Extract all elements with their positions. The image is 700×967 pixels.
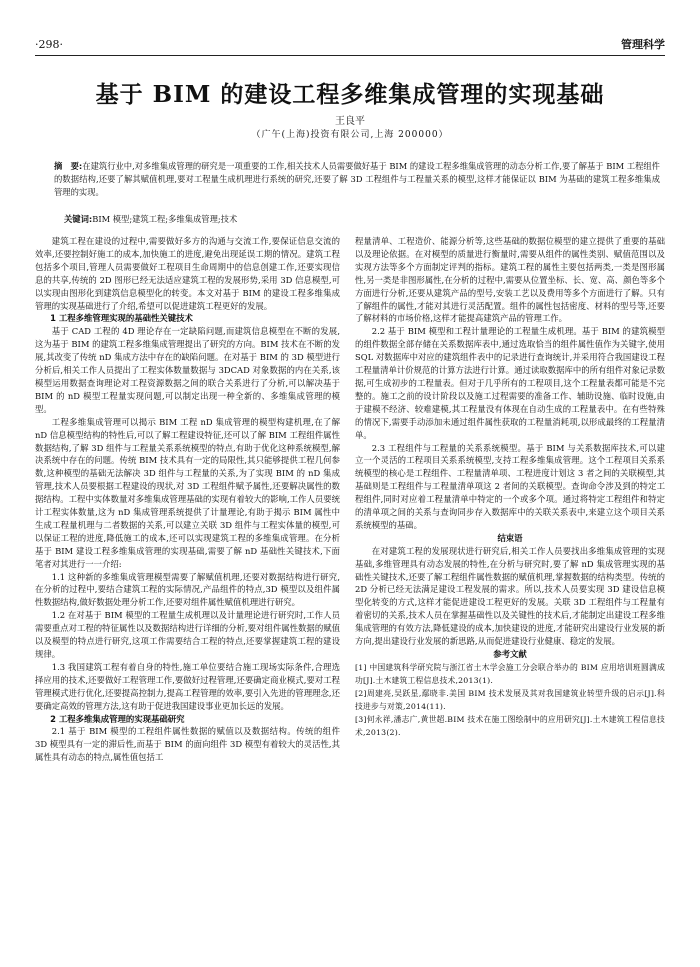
author: 王良平: [335, 116, 365, 127]
paragraph: 基于 CAD 工程的 4D 理论存在一定缺陷问题,而建筑信息模型在不断的发展,这为基于 BIM 的建筑工程多维集成管理提出了研究的方向。BIM 技术在不断的发展,其改变了传统 nD 集成方法中存在的缺陷问题。在对基于 BIM 的 3D 模型进行分析后,相关工作人员提出了工程实体数量数据与 3DCAD 对象数据的内在关系,该模型运用数据查询理论对工程资源数据之间的联合关系进行了分析,可以解决基于 BIM 的 nD 模型工程量实现问题,可以制定出现一种全新的、多维集成管理的模型。: [35, 326, 340, 414]
paragraph: 建筑工程在建设的过程中,需要做好多方的沟通与交流工作,要保证信息交流的效率,还要控制好施工的成本,加快施工的进度,避免出现延误工期的情况。建筑工程包括多个项目,管理人员需要做好工程项目生命周期中的信息创建工作,还要实现信息的共享,传统的 2D 图形已经无法适应建筑工程的发展形势,采用 3D 信息模型,可以实现由图形化到建筑信息模型化的转变。本文对基于 BIM 的建设工程多维集成管理的实现基础进行了介绍,希望可以促进建筑工程更好的发展。: [35, 236, 340, 311]
abstract: [54, 160, 660, 199]
references-heading: 参考文献: [493, 649, 527, 659]
page-header: [35, 36, 665, 54]
paragraph: 程量清单、工程造价、能源分析等,这些基础的数据位模型的建立提供了重要的基础以及理论依据。在对模型的质量进行衡量时,需要从组件的属性类别、赋值范围以及实现方法等多个方面制定评判的指标。建筑工程的属性主要包括两类,一类是图形属性,另一类是非图形属性,在分析的过程中,需要从位置坐标、长、宽、高、颜色等多个方面进行分析,还要从建筑产品的型号,安装工艺以及费用等多个方面进行了解。只有了解组件的属性,才能对其进行灵活配置。组件的属性包括密度、材料的型号等,还要了解材料的市场价格,这样才能提高建筑产品的管理工作。: [355, 236, 665, 324]
reference-item: [3]何永祥,潘志广,黄世超.BIM 技术在施工图绘制中的应用研究[J].土木建筑工程信息技术,2013(2).: [355, 714, 665, 737]
section-heading: 结束语: [497, 532, 523, 543]
journal-name: 管理科学: [621, 38, 665, 51]
paragraph: 1.2 在对基于 BIM 模型的工程量生成机理以及计量理论进行研究时,工作人员需要重点对工程的特征属性以及数据结构进行详细的分析,要对组件属性数据的赋值以及模型的特点进行研究,这项工作需要结合工程的特点,还要掌握建筑工程的建设规律。: [35, 610, 340, 659]
paragraph: 工程多维集成管理可以揭示 BIM 工程 nD 集成管理的模型构建机理,在了解 nD 信息模型结构的特性后,可以了解工程建设特征,还可以了解 BIM 工程组件属性数据结构,了解 3D 组件与工程量关系系统模型的特点,有助于优化这种系统模型,解决系统中存在的问题。传统 BIM 技术具有一定的局限性,其只能够提供工程几何参数,这种模型的基础无法解决 3D 组件与工程量的关系,为了实现 BIM 的 nD 集成管理,技术人员要根据工程建设的现状,对 3D 工程组件赋予属性,还要解决属性的数据结构。工程中实体数量对多维集成管理基础的实现有着较大的影响,工作人员要统计工程实体数量,这为 nD 集成管理系统提供了计量理论,有助于揭示 BIM 属性中生成工程量机理与二者数据的关系,可以建立关联 3D 组件与工程实体量的模型,可以保证工程的进度,降低施工的成本,还可以实现建筑工程的多维集成管理。在分析基于 BIM 建设工程多维集成管理的实现基础,需要了解 nD 基础性关键技术,下面笔者对其进行一一介绍:: [35, 416, 340, 569]
reference-list: [355, 661, 665, 739]
keywords: [64, 213, 237, 225]
right-column-body: [355, 235, 665, 648]
abstract-text: 在建筑行业中,对多维集成管理的研究是一项重要的工作,相关技术人员需要做好基于 BIM 的建设工程多维集成管理的动态分析工作,要了解基于 BIM 工程组件的数据结构,还要了解其赋值机理,要对工程量生成机理进行系统的研究,还要了解 3D 工程组件与工程量关系的模型,这样才能保证以 BIM 为基础的建筑工程多维集成管理的实现。: [54, 161, 660, 197]
keywords-text: BIM 模型;建筑工程;多维集成管理;技术: [92, 214, 238, 224]
paragraph: 在对建筑工程的发展现状进行研究后,相关工作人员要找出多维集成管理的实现基础,多维管理具有动态发展的特性,在分析与研究时,要了解 nD 集成管理实现的基础性关键技术,还要了解工程组件属性数据的赋值机理,掌握数据的结构类型。传统的 2D 分析已经无法满足建设工程发展的需求。所以,技术人员要实现 3D 建设信息模型化转变的方式,这样才能促进建设工程更好的发展。关联 3D 工程组件与工程量有着密切的关系,技术人员在掌握基础性以及关键性的技术后,才能制定出建设工程多维集成管理的有效方法,降低建设的成本,加快建设的进度,才能研究出建设行业发展的新方向,提出建设行业发展的新思路,从而促进建设行业健康、稳定的发展。: [355, 545, 665, 647]
left-column: [35, 235, 340, 764]
right-column: [355, 235, 665, 739]
paragraph: 2.1 基于 BIM 模型的工程组件属性数据的赋值以及数据结构。传统的组件 3D 模型具有一定的滞后性,而基于 BIM 的面向组件 3D 模型有着较大的灵活性,其属性具有动态的特点,属性值包括工: [35, 726, 340, 763]
reference-item: [2]周建亮,吴跃星,鄢晓非.美国 BIM 技术发展及其对我国建筑业转型升级的启示[J].科技进步与对策,2014(11).: [355, 688, 665, 711]
reference-item: [1] 中国建筑科学研究院与浙江省土木学会施工分会联合举办的 BIM 应用培训班圆满成功[J].土木建筑工程信息技术,2013(1).: [355, 662, 665, 685]
keywords-label: 关键词:: [64, 214, 93, 224]
paragraph: 2.3 工程组件与工程量的关系系统模型。基于 BIM 与关系数据库技术,可以建立一个灵活的工程项目关系系统模型,支持工程多维集成管理。这个工程项目关系系统模型的核心是工程组件、工程量清单项、工程进度计划这 3 者之间的关联模型,其基础则是工程组件与工程量清单项这 2 者间的关联模型。查询命令涉及到的特定工程组件,同时对应着工程量清单中特定的一个或多个项。通过将特定工程组件和特定的清单项之间的关系与查询同步存入数据库中的关联关系表中,来建立这个项目关系系统模型的基础。: [355, 442, 665, 530]
paragraph: 1.1 这种新的多维集成管理模型需要了解赋值机理,还要对数据结构进行研究,在分析的过程中,要结合建筑工程的实际情况,产品组件的特点,3D 模型以及组件属性数据结构,做好数据处理分析工作,还要对组件属性赋值机理进行研究。: [35, 571, 340, 608]
paper-title: 基于 BIM 的建设工程多维集成管理的实现基础: [95, 81, 605, 108]
page-number: ·298·: [35, 38, 63, 51]
header-rule: [35, 55, 665, 56]
paragraph: 1.3 我国建筑工程有着自身的特性,施工单位要结合施工现场实际条件,合理选择应用的技术,还要做好工程管理工作,要做好过程管理,还要确定商业模式,要对工程管理模式进行优化,还要提高控制力,提高工程管理的效率,要引入先进的管理理念,还要确定高效的管理方法,这有助于促进我国建设事业更加长远的发展。: [35, 661, 340, 711]
section-heading: 2 工程多维集成管理的实现基础研究: [50, 713, 185, 724]
affiliation: （广午(上海)投资有限公司,上海 200000）: [251, 130, 449, 140]
section-heading: 1 工程多维管理实现的基础性关键技术: [50, 313, 193, 324]
paragraph: 2.2 基于 BIM 模型和工程计量理论的工程量生成机理。基于 BIM 的建筑模型的组件数据全部存储在关系数据库表中,通过选取恰当的组件属性值作为关键字,使用 SQL 对数据库中对应的建筑组件表中的记录进行查询统计,并采用符合我国建设工程工程量清单计价规范的计算方法进行计算。通过读取数据库中的所有组件对象记录数据,可生成初步的工程量表。但对于几乎所有的工程项目,这个工程量表都可能是不完整的。施工之前的设计阶段以及施工过程需要的准备工作、辅助设施、临时设施,由于建模不经济、较难建模,其工程量没有体现在自动生成的工程量表中。在有些特殊的情况下,需要手动添加未通过组件属性获取的工程量消耗项,以形成最终的工程量清单。: [355, 326, 665, 440]
abstract-label: 摘 要:: [54, 161, 83, 171]
